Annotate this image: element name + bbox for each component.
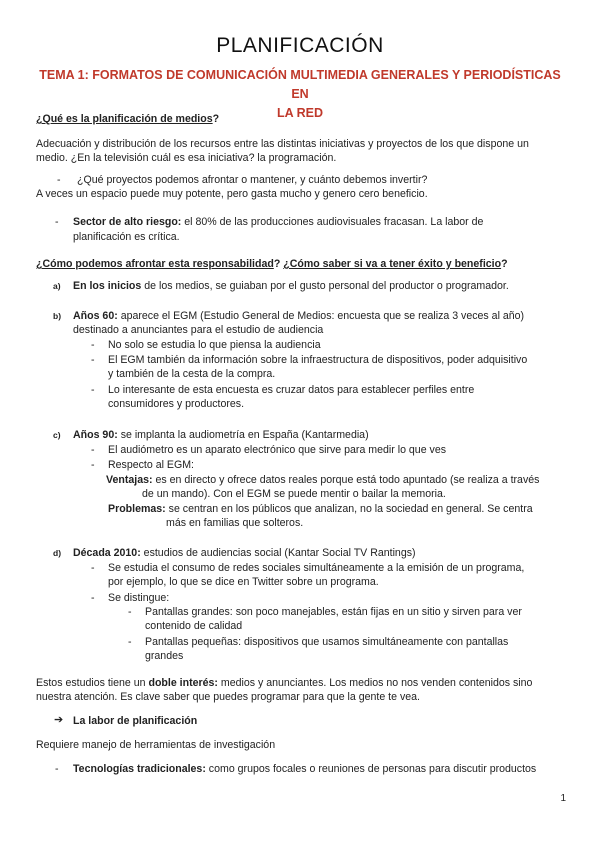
item-a-text	[73, 279, 509, 294]
question-2-mark: ?	[501, 258, 508, 270]
item-d-sub-1-line-2: por ejemplo, lo que se dice en Twitter sobre un programa.	[108, 576, 379, 588]
arrow-icon: ➔	[54, 714, 64, 726]
item-b-bold: Años 60:	[73, 310, 118, 322]
item-c-sub-1: El audiómetro es un aparato electrónico que sirve para medir lo que ves	[108, 444, 447, 456]
paragraph-1-line-2: medio. ¿En la televisión cuál es esa iniciativa? la programación.	[36, 152, 337, 164]
problems-text: se centran en los públicos que analizan, no la sociedad en general. Se centra	[165, 503, 533, 515]
item-d-sub-1-line-1: Se estudia el consumo de redes sociales simultáneamente a la emisión de un programa,	[108, 562, 525, 574]
item-b-sub-2-line-2: y también de la cesta de la compra.	[108, 368, 276, 380]
item-c-bold: Años 90:	[73, 429, 118, 441]
paragraph-3: A veces un espacio puede muy potente, pero gasta mucho y genero cero beneficio.	[36, 188, 428, 200]
bullet-dash: -	[91, 592, 95, 604]
advantages-line-2: de un mando). Con el EGM se puede mentir o bailar la memoria.	[142, 488, 446, 500]
bullet-dash: -	[91, 339, 95, 351]
list-label-a: a)	[53, 281, 61, 291]
advantages-bold: Ventajas:	[106, 474, 153, 486]
bullet-dash: -	[57, 174, 61, 186]
list-label-b: b)	[53, 311, 62, 321]
screens-small-line-1: Pantallas pequeñas: dispositivos que usamos simultáneamente con pantallas	[145, 636, 509, 648]
tech-text: como grupos focales o reuniones de personas para discutir productos	[205, 763, 537, 775]
screens-large-line-2: contenido de calidad	[145, 620, 243, 632]
item-d-line-1	[73, 546, 416, 561]
interest-text-b: medios y anunciantes. Los medios no nos venden contenidos sino	[217, 677, 533, 689]
bullet-dash: -	[55, 216, 59, 228]
question-2a-text: ¿Cómo podemos afrontar esta responsabilidad	[36, 258, 274, 270]
section-heading-labor: La labor de planificación	[73, 715, 198, 727]
subtitle-line-2: LA RED	[276, 106, 324, 120]
problems-line-2: más en familias que solteros.	[166, 517, 304, 529]
item-d-bold: Década 2010:	[73, 547, 141, 559]
risk-line-1	[73, 215, 483, 230]
tech-bold: Tecnologías tradicionales:	[73, 763, 206, 775]
item-b-sub-2-line-1: El EGM también da información sobre la infraestructura de dispositivos, poder adquisitivo	[108, 354, 528, 366]
item-c-rest: se implanta la audiometría en España (Kantarmedia)	[117, 429, 369, 441]
item-d-sub-2: Se distingue:	[108, 592, 170, 604]
bullet-dash: -	[128, 636, 132, 648]
item-a-rest: de los medios, se guiaban por el gusto personal del productor o programador.	[141, 280, 509, 292]
problems-bold: Problemas:	[108, 503, 166, 515]
question-heading-2	[36, 257, 508, 272]
bullet-dash: -	[91, 354, 95, 366]
interest-line-2: nuestra atención. Es clave saber que puedes programar para que la gente te vea.	[36, 691, 420, 703]
question-1-text: ¿Qué es la planificación de medios	[36, 113, 213, 125]
bullet-dash: -	[91, 459, 95, 471]
paragraph-1-line-1: Adecuación y distribución de los recursos entre las distintas iniciativas y proyectos de los que dispone un	[36, 138, 529, 150]
item-b-line-1	[73, 309, 524, 324]
bullet-dash: -	[91, 384, 95, 396]
question-heading-1	[36, 112, 219, 127]
question-2b-text: ¿Cómo saber si va a tener éxito y beneficio	[283, 258, 502, 270]
item-b-sub-1: No solo se estudia lo que piensa la audiencia	[108, 339, 321, 351]
advantages-text: es en directo y ofrece datos reales porque está todo apuntado (se realiza a través	[152, 474, 540, 486]
item-b-rest: aparece el EGM (Estudio General de Medios: encuesta que se realiza 3 veces al año)	[117, 310, 525, 322]
item-c-line-1	[73, 428, 369, 443]
item-b-line-2: destinado a anunciantes para el estudio de audiencia	[73, 324, 324, 336]
tech-line	[73, 762, 536, 777]
screens-small-line-2: grandes	[145, 650, 184, 662]
bullet-dash: -	[55, 763, 59, 775]
bullet-dash: -	[91, 444, 95, 456]
item-b-sub-3-line-1: Lo interesante de esta encuesta es cruzar datos para establecer perfiles entre	[108, 384, 475, 396]
question-1-mark: ?	[212, 113, 220, 125]
requirement-text: Requiere manejo de herramientas de investigación	[36, 739, 276, 751]
page-number: 1	[560, 793, 566, 804]
advantages-line-1	[106, 473, 539, 488]
page-title: PLANIFICACIÓN	[216, 34, 384, 57]
screens-large-line-1: Pantallas grandes: son poco manejables, están fijas en un sitio y sirven para ver	[145, 606, 522, 618]
interest-text-a: Estos estudios tiene un	[36, 677, 149, 689]
bullet-dash: -	[128, 606, 132, 618]
paragraph-2: ¿Qué proyectos podemos afrontar o mantener, y cuánto debemos invertir?	[77, 174, 428, 186]
bullet-dash: -	[91, 562, 95, 574]
risk-text-1: el 80% de las producciones audiovisuales fracasan. La labor de	[181, 216, 484, 228]
list-label-d: d)	[53, 548, 62, 558]
interest-line-1	[36, 676, 532, 691]
list-label-c: c)	[53, 430, 61, 440]
problems-line-1	[108, 502, 533, 517]
subtitle-line-1: TEMA 1: FORMATOS DE COMUNICACIÓN MULTIMEDIA GENERALES Y PERIODÍSTICAS EN	[39, 68, 561, 101]
item-b-sub-3-line-2: consumidores y productores.	[108, 398, 245, 410]
item-d-rest: estudios de audiencias social (Kantar Social TV Rantings)	[140, 547, 416, 559]
risk-line-2: planificación es crítica.	[73, 231, 180, 243]
risk-bold: Sector de alto riesgo:	[73, 216, 182, 228]
interest-bold: doble interés:	[148, 677, 218, 689]
question-2-separator: ?	[273, 258, 284, 270]
item-c-sub-2: Respecto al EGM:	[108, 459, 194, 471]
item-a-bold: En los inicios	[73, 280, 142, 292]
